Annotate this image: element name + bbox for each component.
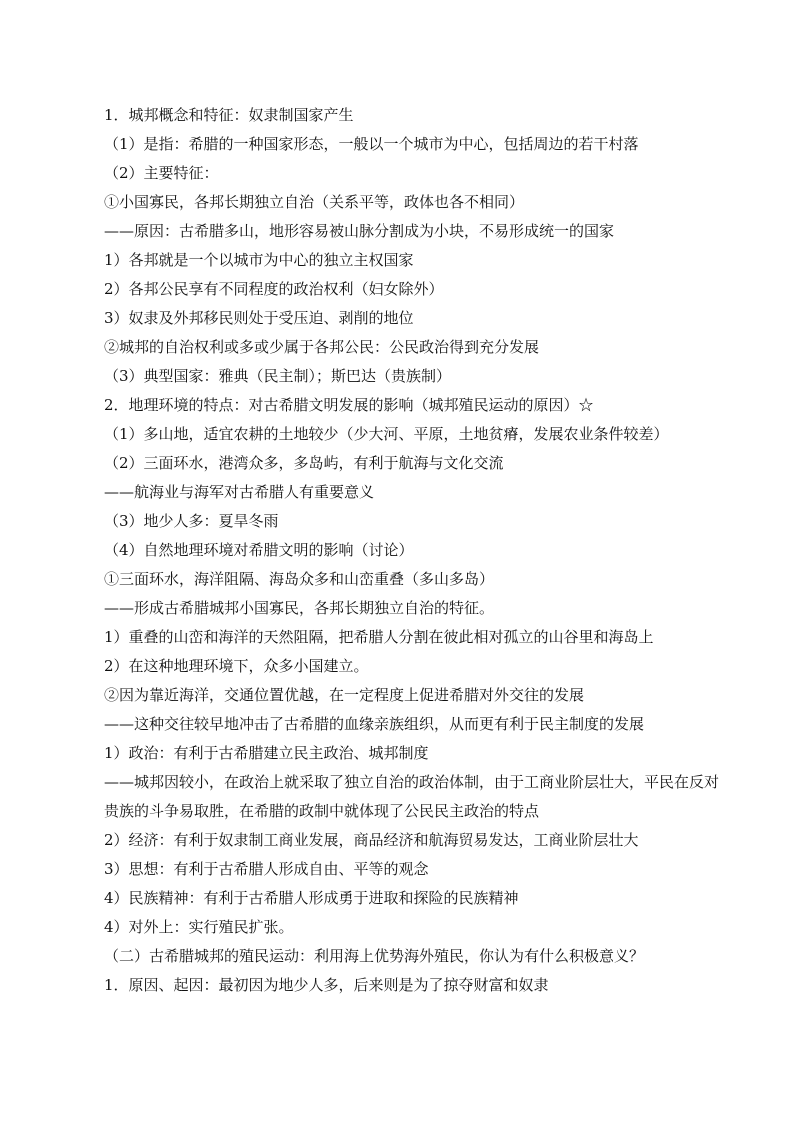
text-line: （1）多山地，适宜农耕的土地较少（少大河、平原，土地贫瘠，发展农业条件较差） bbox=[104, 425, 669, 443]
text-paragraph: ——城邦因较小，在政治上就采取了独立自治的政治体制，由于工商业阶层壮大，平民在反对贵族的斗争易取胜，在希腊的政制中就体现了公民民主政治的特点 bbox=[104, 773, 720, 820]
text-line: ②城邦的自治权利或多或少属于各邦公民：公民政治得到充分发展 bbox=[104, 338, 540, 356]
text-line: 1）各邦就是一个以城市为中心的独立主权国家 bbox=[104, 251, 414, 269]
text-line: ——航海业与海军对古希腊人有重要意义 bbox=[104, 483, 375, 501]
text-line: 1．原因、起因：最初因为地少人多，后来则是为了掠夺财富和奴隶 bbox=[104, 976, 549, 994]
text-line: 2）各邦公民享有不同程度的政治权利（妇女除外） bbox=[104, 280, 444, 298]
text-line: 2．地理环境的特点：对古希腊文明发展的影响（城邦殖民运动的原因）☆ bbox=[104, 396, 594, 414]
text-line: ——原因：古希腊多山，地形容易被山脉分割成为小块，不易形成统一的国家 bbox=[104, 222, 615, 240]
text-line: （2）三面环水，港湾众多，多岛屿，有利于航海与文化交流 bbox=[104, 454, 504, 472]
text-line: ——这种交往较早地冲击了古希腊的血缘亲族组织，从而更有利于民主制度的发展 bbox=[104, 715, 645, 733]
document-body bbox=[104, 101, 724, 1000]
text-line: （3）地少人多：夏旱冬雨 bbox=[104, 512, 279, 530]
text-line: 4）对外上：实行殖民扩张。 bbox=[104, 918, 294, 936]
text-line: 2）在这种地理环境下，众多小国建立。 bbox=[104, 657, 369, 675]
text-line: ①三面环水，海洋阻隔、海岛众多和山峦重叠（多山多岛） bbox=[104, 570, 495, 588]
text-line: ②因为靠近海洋，交通位置优越，在一定程度上促进希腊对外交往的发展 bbox=[104, 686, 585, 704]
text-line: 3）奴隶及外邦移民则处于受压迫、剥削的地位 bbox=[104, 309, 414, 327]
text-line: （3）典型国家：雅典（民主制）；斯巴达（贵族制） bbox=[104, 367, 452, 385]
text-line: 4）民族精神：有利于古希腊人形成勇于进取和探险的民族精神 bbox=[104, 889, 519, 907]
text-line: （4）自然地理环境对希腊文明的影响（讨论） bbox=[104, 541, 414, 559]
text-line: ——形成古希腊城邦小国寡民，各邦长期独立自治的特征。 bbox=[104, 599, 495, 617]
text-line: 2）经济：有利于奴隶制工商业发展，商品经济和航海贸易发达，工商业阶层壮大 bbox=[104, 831, 639, 849]
text-line: （二）古希腊城邦的殖民运动：利用海上优势海外殖民，你认为有什么积极意义？ bbox=[104, 947, 645, 965]
text-line: （1）是指：希腊的一种国家形态，一般以一个城市为中心，包括周边的若干村落 bbox=[104, 135, 639, 153]
text-line: ①小国寡民，各邦长期独立自治（关系平等，政体也各不相同） bbox=[104, 193, 525, 211]
text-line: 1）重叠的山峦和海洋的天然阻隔，把希腊人分割在彼此相对孤立的山谷里和海岛上 bbox=[104, 628, 654, 646]
text-line: 3）思想：有利于古希腊人形成自由、平等的观念 bbox=[104, 860, 429, 878]
text-line: 1．城邦概念和特征：奴隶制国家产生 bbox=[104, 106, 354, 124]
text-line: （2）主要特征： bbox=[104, 164, 219, 182]
text-line: 1）政治：有利于古希腊建立民主政治、城邦制度 bbox=[104, 744, 429, 762]
